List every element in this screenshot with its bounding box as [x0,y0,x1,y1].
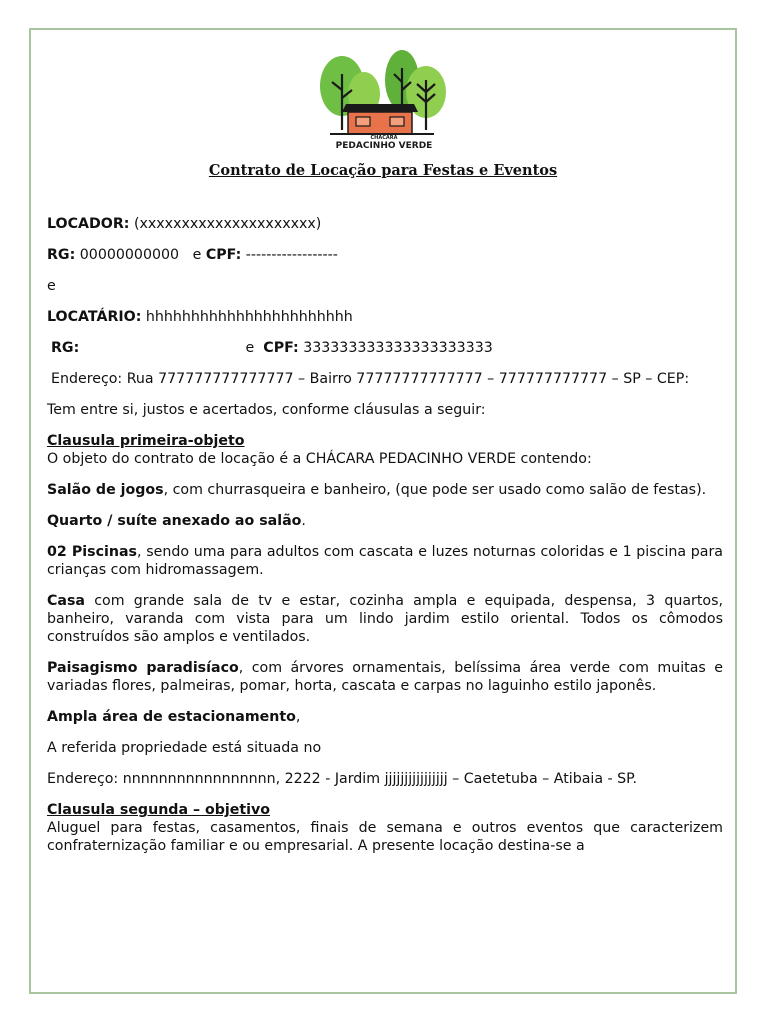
locador-label: LOCADOR: [47,216,130,232]
rg-label: RG: [47,247,76,263]
casa-item [47,592,723,646]
locador-value: (xxxxxxxxxxxxxxxxxxxxx) [133,216,322,232]
chacara-logo [318,44,446,150]
clausula-segunda-heading: Clausula segunda – objetivo [47,802,271,818]
logo-small-text: CHÁCARA [370,135,398,141]
quarto-item [47,512,723,530]
casa-desc: com grande sala de tv e estar, cozinha ampla e equipada, despensa, 3 quartos, banheiro, varanda com vista para um lindo jardim estilo oriental. Todos os cômodos construídos são amplos e ventilados. [47,593,723,645]
paisagismo-title: Paisagismo paradisíaco [47,660,239,676]
document-body [47,215,723,868]
clausula-segunda-text: Aluguel para festas, casamentos, finais de semana e outros eventos que caracterizem confraternização familiar e ou empresarial. A presente locação destina-se a [47,820,723,854]
piscinas-desc: , sendo uma para adultos com cascata e luzes noturnas coloridas e 1 piscina para crianças com hidromassagem. [47,544,724,578]
document-title: Contrato de Locação para Festas e Eventos [208,162,558,179]
cpf-label-2: CPF: [263,340,299,356]
locatario-value: hhhhhhhhhhhhhhhhhhhhhhh [145,309,353,325]
rg-value: 00000000000 [79,247,180,263]
clausula-primeira-heading: Clausula primeira-objeto [47,433,245,449]
endereco-locatario: Endereço: Rua 777777777777777 – Bairro 77777777777777 – 777777777777 – SP – CEP: [51,371,690,387]
clausula-primeira-text: O objeto do contrato de locação é a CHÁCARA PEDACINHO VERDE contendo: [47,451,592,467]
estacionamento-title: Ampla área de estacionamento [47,709,296,725]
salao-item [47,481,723,499]
piscinas-title: 02 Piscinas [47,544,137,560]
quarto-desc: . [301,513,306,529]
situada-text: A referida propriedade está situada no [47,740,322,756]
cpf-label: CPF: [205,247,242,263]
rg-label-2: RG: [51,340,80,356]
paisagismo-desc: , com árvores ornamentais, belíssima área verde com muitas e variadas flores, palmeiras, pomar, horta, cascata e carpas no laguinho estilo japonês. [47,660,723,694]
locatario-line [47,308,723,326]
rg-cpf-locatario-line [47,339,723,357]
cpf-value: ------------------ [245,247,338,263]
estacionamento-item [47,708,723,726]
paisagismo-item [47,659,723,695]
cpf-value-2: 333333333333333333333 [303,340,493,356]
rg-cpf-locador-line [47,246,723,264]
endereco-propriedade: Endereço: nnnnnnnnnnnnnnnnn, 2222 - Jardim jjjjjjjjjjjjjjjj – Caetetuba – Atibaia - SP. [47,771,638,787]
locador-line [47,215,723,233]
salao-desc: , com churrasqueira e banheiro, (que pode ser usado como salão de festas). [163,482,707,498]
document-page [29,28,737,994]
quarto-title: Quarto / suíte anexado ao salão [47,513,302,529]
conjunction-line: e [47,278,56,294]
and-text-2: e [245,340,255,356]
logo-brand-text: PEDACINHO VERDE [335,141,433,150]
estacionamento-desc: , [295,709,301,725]
salao-title: Salão de jogos [47,482,164,498]
intro-text: Tem entre si, justos e acertados, conforme cláusulas a seguir: [47,402,486,418]
casa-title: Casa [47,593,86,609]
and-text: e [192,247,202,263]
piscinas-item [47,543,723,579]
locatario-label: LOCATÁRIO: [47,309,142,325]
